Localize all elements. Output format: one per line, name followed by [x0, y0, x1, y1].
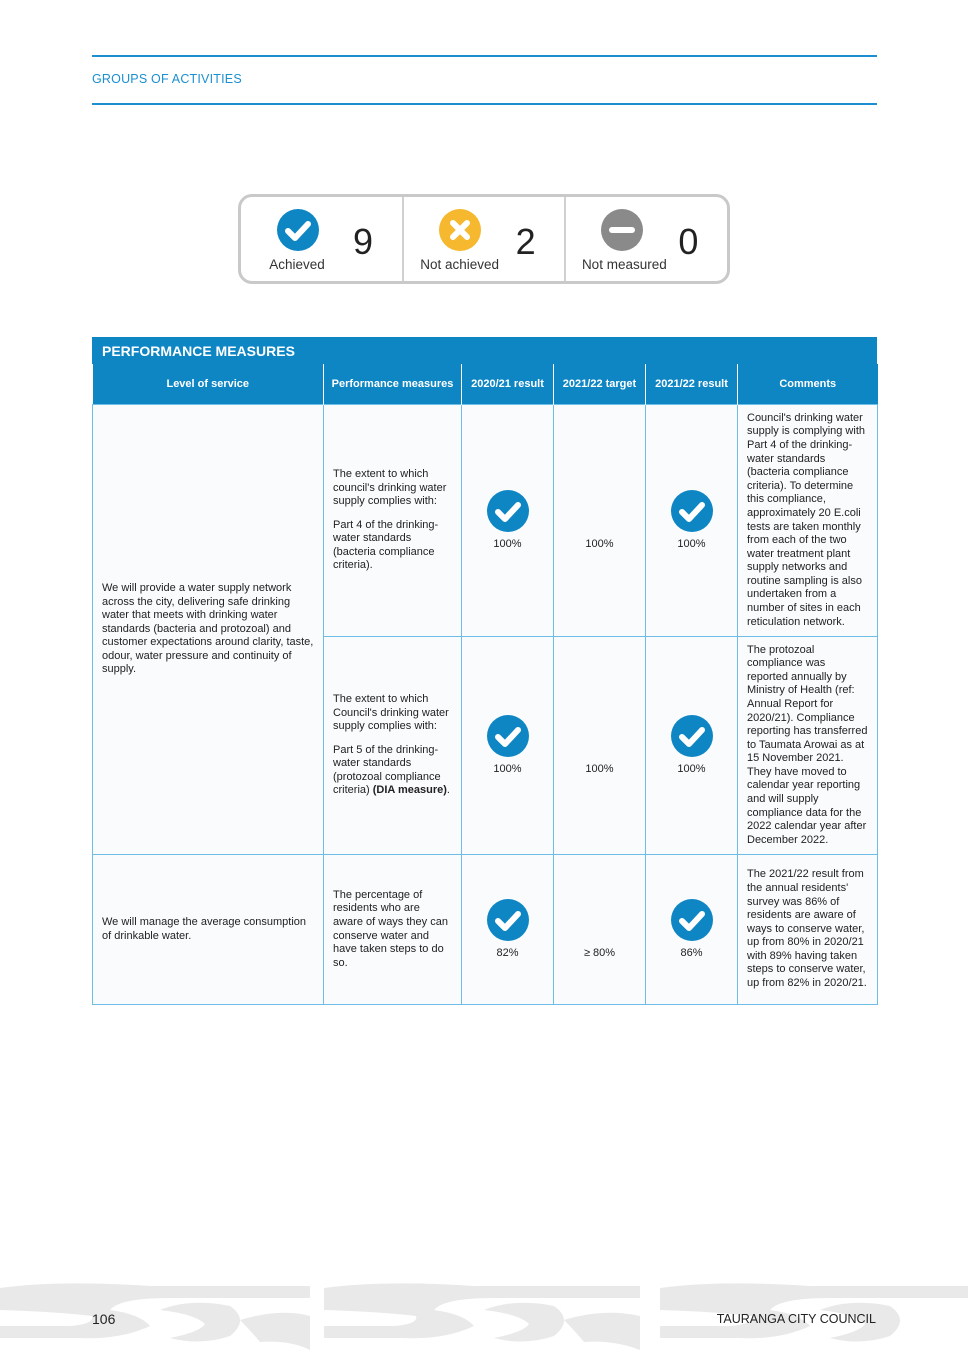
top-rule [92, 55, 877, 57]
measure-detail: Part 5 of the drinking-water standards (protozoal compliance criteria) [333, 743, 441, 797]
summary-achieved [241, 197, 404, 281]
summary-not-measured [566, 197, 727, 281]
target-2122-value: ≥ 80% [583, 946, 616, 959]
not-measured-count: 0 [678, 221, 699, 262]
check-circle-icon [671, 899, 713, 941]
achieved-label: Achieved [269, 257, 325, 272]
col-header-result-2122: 2021/22 result [646, 364, 738, 405]
organisation-name: TAURANGA CITY COUNCIL [716, 1312, 876, 1326]
result-2122-cell [646, 637, 738, 855]
section-title: GROUPS OF ACTIVITIES [92, 72, 242, 86]
result-2122-value: 100% [677, 762, 706, 775]
result-2021-cell [462, 405, 554, 637]
col-header-result-2021: 2020/21 result [462, 364, 554, 405]
target-2122-value: 100% [585, 537, 614, 550]
not-achieved-label: Not achieved [420, 257, 500, 272]
comments-cell: The 2021/22 result from the annual residents' survey was 86% of residents are aware of ways to conserve water, up from 80% in 2020/21 with 89% having taken steps to conserve water, up from 82% in 2020/21. [738, 855, 878, 1005]
check-circle-icon [487, 715, 529, 757]
performance-measures-table [92, 364, 878, 1005]
check-circle-icon [487, 490, 529, 532]
result-2021-value: 100% [493, 537, 522, 550]
performance-measures-title: PERFORMANCE MEASURES [92, 337, 877, 364]
header-rule [92, 103, 877, 105]
minus-circle-icon [601, 209, 643, 251]
result-2021-value: 100% [493, 762, 522, 775]
check-circle-icon [277, 209, 319, 251]
measure-cell [324, 405, 462, 637]
comments-cell: Council's drinking water supply is complying with Part 4 of the drinking-water standards (bacteria compliance criteria). To determine this compliance, approximately 20 E.coli tests are taken monthly from each of the two water treatment plant supply networks and routine sampling is also undertaken from a number of sites in each reticulation network. [738, 405, 878, 637]
col-header-comments: Comments [738, 364, 878, 405]
target-2122-cell [554, 405, 646, 637]
cross-circle-icon [439, 209, 481, 251]
measure-intro: The percentage of residents who are aware of ways they can conserve water and have taken steps to do so. [333, 888, 448, 969]
measure-intro: The extent to which council's drinking water supply complies with: [333, 467, 447, 508]
not-achieved-count: 2 [515, 221, 536, 262]
col-header-measure: Performance measures [324, 364, 462, 405]
target-2122-cell [554, 855, 646, 1005]
col-header-target-2122: 2021/22 target [554, 364, 646, 405]
result-2122-cell [646, 855, 738, 1005]
table-row [93, 855, 878, 1005]
page-number: 106 [92, 1311, 116, 1327]
col-header-level: Level of service [93, 364, 324, 405]
summary-not-achieved [404, 197, 567, 281]
table-header-row [93, 364, 878, 405]
measure-cell [324, 637, 462, 855]
measure-intro: The extent to which Council's drinking water supply complies with: [333, 692, 449, 733]
comments-cell: The protozoal compliance was reported annually by Ministry of Health (ref: Annual Report for 2020/21). Compliance reporting has transferred to Taumata Arowai as at 15 November 2021. They have moved to calendar year reporting and will supply compliance data for the 2022 calendar year after December 2022. [738, 637, 878, 855]
result-2122-value: 86% [680, 946, 703, 959]
result-2021-value: 82% [496, 946, 519, 959]
level-of-service-cell: We will provide a water supply network across the city, delivering safe drinking water that meets with drinking water standards (bacteria and protozoal) and customer expectations around clarity, taste, odour, water pressure and continuity of supply. [93, 405, 324, 855]
measure-detail-paragraph [333, 744, 452, 798]
level-of-service-cell: We will manage the average consumption of drinkable water. [93, 855, 324, 1005]
dia-measure-label: (DIA measure) [372, 784, 447, 797]
not-measured-label: Not measured [581, 257, 667, 272]
check-circle-icon [671, 715, 713, 757]
result-2021-cell [462, 637, 554, 855]
results-summary [238, 194, 730, 284]
check-circle-icon [671, 490, 713, 532]
result-2021-cell [462, 855, 554, 1005]
result-2122-cell [646, 405, 738, 637]
target-2122-cell [554, 637, 646, 855]
result-2122-value: 100% [677, 537, 706, 550]
measure-cell [324, 855, 462, 1005]
measure-detail: Part 4 of the drinking-water standards (bacteria compliance criteria). [333, 518, 439, 572]
achieved-count: 9 [353, 221, 374, 262]
target-2122-value: 100% [585, 762, 614, 775]
measure-end: . [446, 784, 450, 797]
table-row [93, 405, 878, 637]
check-circle-icon [487, 899, 529, 941]
